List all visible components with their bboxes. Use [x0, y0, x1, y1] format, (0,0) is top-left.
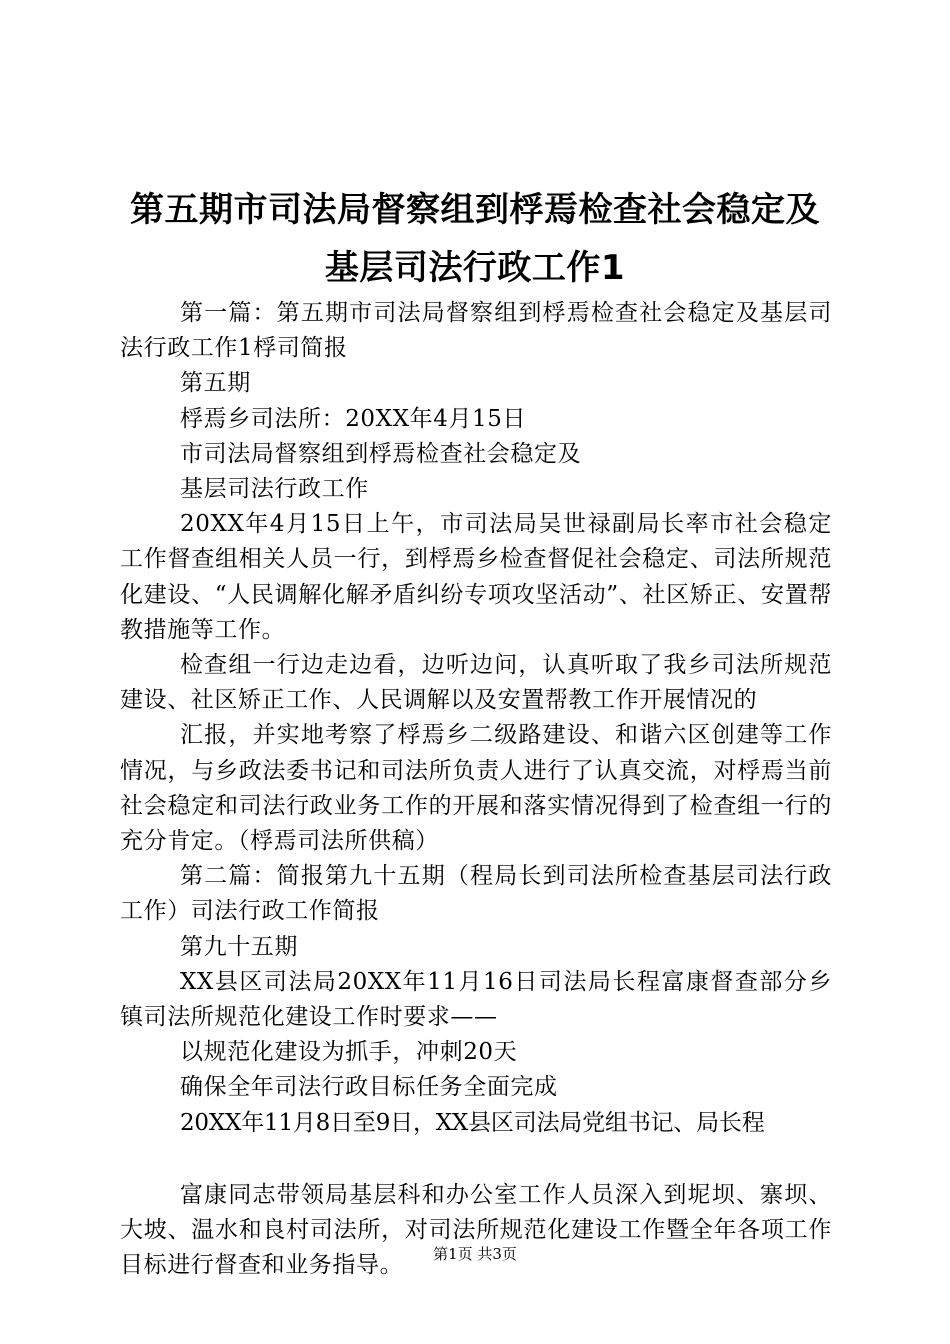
paragraph: 20XX年4月15日上午，市司法局吴世禄副局长率市社会稳定工作督查组相关人员一行，到桴焉乡检查督促社会稳定、司法所规范化建设、“人民调解化解矛盾纠纷专项攻坚活动”、社区矫正、安置帮教措施等工作。 [120, 511, 832, 643]
paragraph: 第九十五期 [180, 933, 298, 960]
document-title-line-1: 第五期市司法局督察组到桴焉检查社会稳定及 [130, 190, 820, 230]
paragraph: 桴焉乡司法所：20XX年4月15日 [180, 405, 527, 432]
paragraph: 第二篇：简报第九十五期（程局长到司法所检查基层司法行政工作）司法行政工作简报 [120, 863, 832, 925]
paragraph: 基层司法行政工作 [180, 476, 369, 503]
paragraph: 确保全年司法行政目标任务全面完成 [180, 1074, 558, 1101]
paragraph: XX县区司法局20XX年11月16日司法局长程富康督查部分乡镇司法所规范化建设工作时要求—— [120, 968, 832, 1031]
document-title-line-2: 基层司法行政工作1 [324, 248, 626, 288]
paragraph: 第一篇：第五期市司法局督察组到桴焉检查社会稳定及基层司法行政工作1桴司简报 [120, 300, 832, 362]
paragraph: 富康同志带领局基层科和办公室工作人员深入到坭坝、寨坝、大坡、温水和良村司法所，对司法所规范化建设工作暨全年各项工作目标进行督查和业务指导。 [120, 1181, 832, 1279]
paragraph: 检查组一行边走边看，边听边问，认真听取了我乡司法所规范建设、社区矫正工作、人民调解以及安置帮教工作开展情况的 [120, 652, 832, 714]
paragraph: 汇报，并实地考察了桴焉乡二级路建设、和谐六区创建等工作情况，与乡政法委书记和司法所负责人进行了认真交流，对桴焉当前社会稳定和司法行政业务工作的开展和落实情况得到了检查组一行的充分肯定。（桴焉司法所供稿） [120, 722, 832, 855]
document-body [120, 296, 832, 1283]
paragraph: 以规范化建设为抓手，冲刺20天 [180, 1039, 518, 1066]
blank-line [120, 1141, 832, 1178]
page-indicator: 第1页 共3页 [433, 1245, 517, 1263]
paragraph: 市司法局督察组到桴焉检查社会稳定及 [180, 440, 582, 467]
paragraph: 第五期 [180, 370, 251, 397]
paragraph: 20XX年11月8日至9日，XX县区司法局党组书记、局长程 [180, 1109, 765, 1136]
